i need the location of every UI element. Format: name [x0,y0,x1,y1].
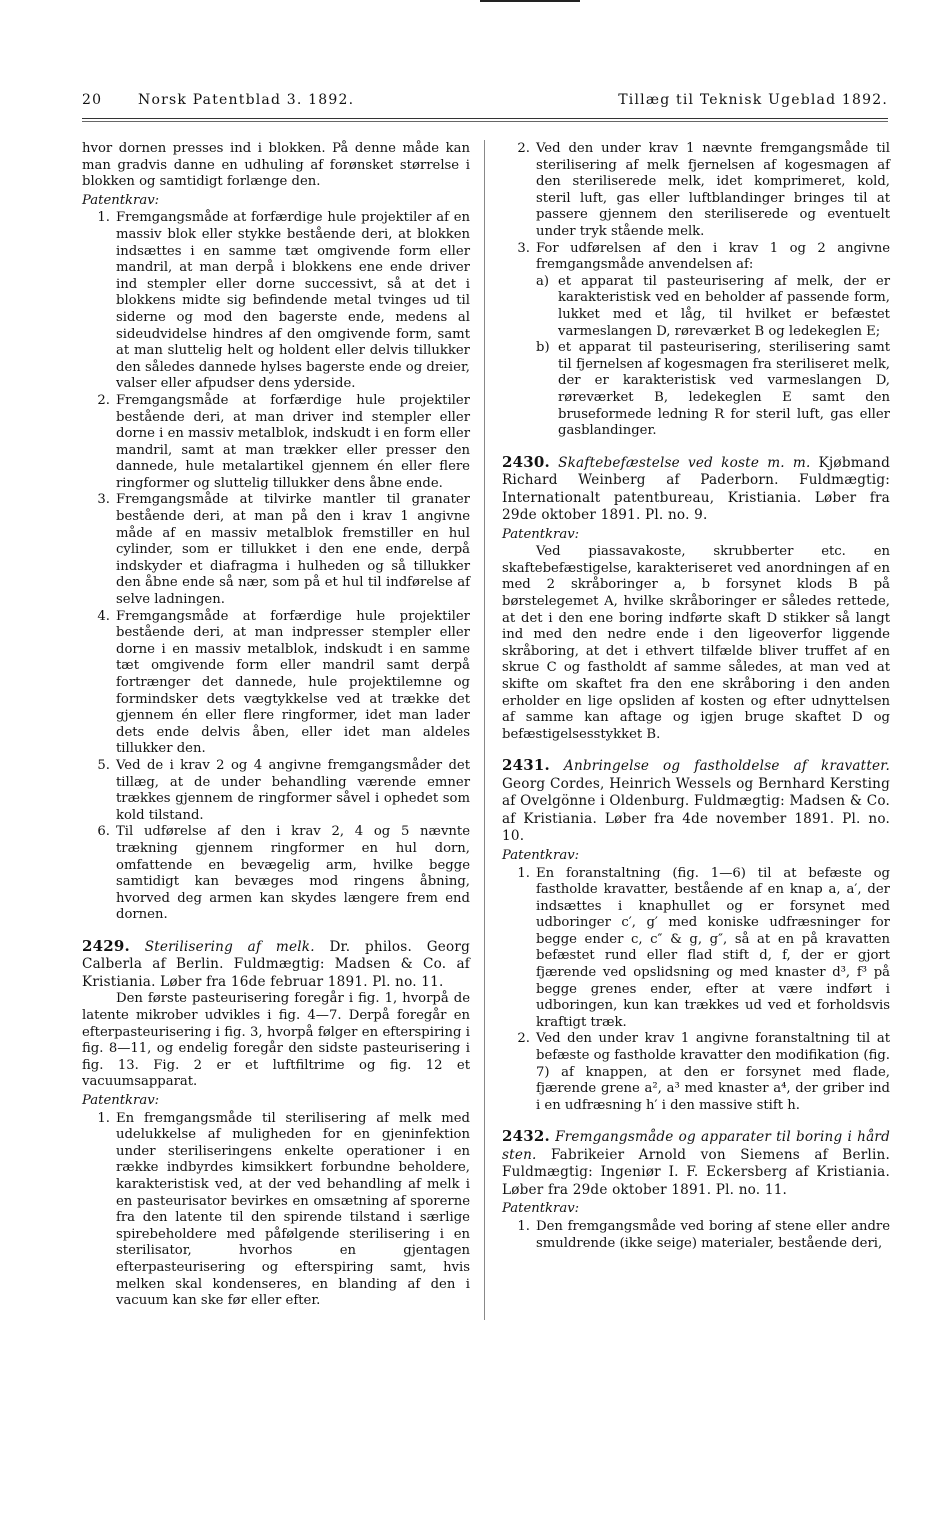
patentkrav-label: Patentkrav: [502,847,580,863]
entry-title: Sterilisering af melk. [144,938,315,955]
claim-number: 1. [97,210,110,226]
claim-text: Ved den under krav 1 angivne foranstaltning til at befæste og fastholde kravatter den modifikation (fig. 7) af knappen, at den er forsynet med flade, fjærende grene a², a³ med knaster a⁴, der griber ind i en udfræsning h′ i den massive stift h. [536,1031,890,1113]
claim-number: 2. [517,141,530,156]
right-column [502,141,890,1252]
claim-number: 2. [97,392,110,408]
claim-text: For udførelsen af den i krav 1 og 2 angivne fremgangsmåde anvendelsen af: [536,240,890,273]
entry-number: 2430. [502,452,550,471]
patentkrav-label: Patentkrav: [502,526,580,542]
claim-item [502,241,890,274]
patent-entry-2431 [502,757,890,846]
claim-item [502,1219,890,1252]
entry-text: Dr. philos. Georg Calberla af Berlin. Fuldmægtig: Madsen & Co. af Kristiania. Løber fra 16de februar 1891. Pl. no. 11. [82,938,470,990]
entry-body: Ved piassavakoste, skrubberter etc. en skaftebefæstigelse, karakteriseret ved anordningen af en med 2 skråboringer a, b forsynet klods B på børstelegemet A, hvilke skråboringer er således rettede, at det i den ene boring indførte skaft D stikker så langt ind med den nedre ende i den ligeoverfor liggende skråboring, at det i ethvert tilfælde bliver truffet af en skrue C og fastholdt af samme således, at man ved at skifte om skaftet fra den ene skråboring i den anden erholder en lige opsliden af kosten og efter udnyttelsen af samme kan aftage og igjen bruge skaftet D og befæstigelsesstykket B. [502,544,890,742]
patentkrav-label: Patentkrav: [82,1092,160,1108]
entry-text: Georg Cordes, Heinrich Wessels og Bernhard Kersting af Ovelgönne i Oldenburg. Fuldmægtig: Madsen & Co. af Kristiania. Løber fra 4de november 1891. Pl. no. 10. [502,775,890,845]
subclaim-item [536,274,890,340]
entry-title: Anbringelse og fastholdelse af kravatter. [563,758,890,775]
subclaim-text: et apparat til pasteurisering af melk, der er karakteristisk ved en beholder af passende form, lukket med et låg, til hvilket er befæstet varmeslangen D, røreværket B og ledekeglen E; [558,273,890,339]
top-edge-rule [480,0,580,2]
subclaim-item [536,340,890,440]
entry-description: Den første pasteurisering foregår i fig. 1, hvorpå de latente mikrober udvikles i fig. 4—7. Derpå foregår en efterpasteurisering i fig. 3, hvorpå følger en efterspiring i fig. 8—11, og endelig foregår den sidste pasteurisering i fig. 13. Fig. 2 er et luftfiltrime og fig. 12 et vacuumsapparat. [82,991,470,1090]
subclaim-letter: b) [536,340,550,356]
entry-text: Kjøbmand Richard Weinberg af Paderborn. Fuldmægtig: Internationalt patentbureau, Kristiania. Løber fra 29de oktober 1891. Pl. no. 9. [502,454,890,524]
claim-text: En foranstaltning (fig. 1—6) til at befæste og fastholde kravatter, bestående af en knap a, a′, der indsættes i knaphullet og er forsynet med udboringer c′, g′ med koniske udfræsninger for begge ender c, c″ & g, g″, så at en på kravatten befæstet rund eller flad stift d, f, der er gjort fjærende ved opslidsning og med knaster d³, f³ på begge grenes ender, efter at være indført i udboringen, kun kan trækkes ud ved et forholdsvis kraftigt træk. [536,865,890,1030]
entry-title: Skaftebefæstelse ved koste m. m. [558,454,811,471]
claim-item [82,609,470,758]
entry-title: Fremgangsmåde og apparater til boring i hård sten. [502,1129,890,1163]
patent-entry-2430 [502,454,890,525]
claim-text: Ved de i krav 2 og 4 angivne fremgangsmåder det tillæg, at de under behandling værende emner trækkes gjennem de ringformer såvel i ophedet som kold tilstand. [116,757,470,823]
column-separator [484,140,485,1320]
claim-number: 5. [97,757,110,773]
header-left-title: Norsk Patentblad 3. 1892. [138,92,355,108]
claim-number: 1. [97,1110,110,1126]
header-rule [82,118,888,119]
claim-text: Fremgangsmåde at tilvirke mantler til granater bestående deri, at man på den i krav 1 angivne måde af en massiv metalblok fremstiller en hul cylinder, som er tillukket i den ene ende, derpå indskyder et diafragma i hulheden og så tillukker den åbne ende så nær, som på et hul til indførelse af selve ladningen. [116,492,470,608]
claim-number: 1. [517,865,530,881]
claim-item [502,1031,890,1114]
claim-item [502,141,890,241]
claim-text: Den fremgangsmåde ved boring af stene eller andre smuldrende (ikke seige) materialer, bestående deri, [536,1219,890,1251]
claim-text: En fremgangsmåde til sterilisering af melk med udelukkelse af muligheden for en gjeninfektion under steriliseringens enkelte operationer i en række indbyrdes kimsikkert forbundne beholdere, karakteristisk ved, at der ved behandling af melk i en pasteurisator bevirkes en omsætning af sporerne fra den latente til den spirende tilstand i særlige spirebeholdere med påfølgende sterilisering i en sterilisator, hvorhos en gjentagen efterpasteurisering og efterspiring samt, hvis melken skal kondenseres, en blanding af den i vacuum kan ske før eller efter. [116,1110,470,1309]
claim-number: 2. [517,1031,530,1047]
entry-number: 2431. [502,756,550,775]
claim-item [82,393,470,493]
entry-text: Fabrikeier Arnold von Siemens af Berlin. Fuldmægtig: Ingeniør I. F. Eckersberg af Kristiania. Løber fra 29de oktober 1891. Pl. no. 11. [502,1146,890,1198]
patent-entry-2429 [82,938,470,992]
subclaim-letter: a) [536,273,550,289]
claim-text: Til udførelse af den i krav 2, 4 og 5 nævnte trækning gjennem ringformer en hul dorn, omfattende en bevægelig arm, hvilke begge samtidigt kan bevæges mod ringens åbning, hvorved deg armen kan skydes længere frem end dornen. [116,824,470,923]
patentkrav-label: Patentkrav: [502,1201,580,1217]
page-number: 20 [82,92,103,108]
claim-number: 3. [97,492,110,508]
claim-item [82,492,470,608]
page-header [82,92,888,112]
claim-item [82,824,470,924]
claim-number: 6. [97,824,110,840]
claim-item [82,210,470,393]
claim-text: Ved den under krav 1 nævnte fremgangsmåde til sterilisering af melk fjernelsen af kogesmagen af den steriliserede melk, idet komprimeret, kold, steril luft, gas eller luftblandinger bringes til at passere gjennem den steriliserede og eventuelt under tryk stående melk. [536,141,890,239]
patent-entry-2432 [502,1128,890,1199]
subclaim-text: et apparat til pasteurisering, sterilisering samt til fjernelsen af kogesmagen fra steriliseret melk, der er karakteristisk ved varmeslangen D, røreværket B, ledekeglen E samt den bruseformede ledning R for steril luft, gas eller gasblandinger. [558,340,890,439]
claim-text: Fremgangsmåde at forfærdige hule projektiler bestående deri, at man driver ind stempler eller dorne i en massiv metalblok, indskudt i en form eller mandril, samt at man trækker eller presser den dannede, hule metalartikel gjennem én eller flere ringformer og sluttelig tillukker dens åbne ende. [116,392,470,491]
header-right-title: Tillæg til Teknisk Ugeblad 1892. [618,92,888,108]
intro-paragraph: hvor dornen presses ind i blokken. På denne måde kan man gradvis danne en udhuling af forønsket størrelse i blokken og samtidigt forlænge den. [82,141,470,190]
patentkrav-label: Patentkrav: [82,192,160,208]
claim-text: Fremgangsmåde at forfærdige hule projektiler bestående deri, at man indpresser stempler eller dorne i en massiv metalblok, indskudt i en samme tæt omgivende form eller mandril samt derpå fortrænger det dannede, hule projektilemne og formindsker dets vægtykkelse ved at trække det gjennem én eller flere ringformer, idet man lader dets ende delvis åben, eller idet man aldeles tillukker den. [116,608,470,757]
claim-text: Fremgangsmåde at forfærdige hule projektiler af en massiv blok eller stykke bestående deri, at blokken indsættes i en samme tæt omgivende form eller mandril, at man derpå i blokkens ene ende driver ind stempler eller dorne successivt, så at det i blokkens midte sig befindende metal tvinges ud til siderne og mod den bagerste ende, medens al sideudvidelse hindres af den omgivende form, samt at man sluttelig helt og holdent eller delvis tillukker den således dannede hylses bagerste ende og dreier, valser eller afpudser dens yderside. [116,210,470,392]
header-rule-secondary [82,121,888,122]
claim-item [502,866,890,1032]
claim-number: 3. [517,240,530,256]
entry-number: 2432. [502,1127,550,1146]
claim-item [82,1111,470,1310]
claim-item [82,758,470,824]
entry-number: 2429. [82,936,130,955]
left-column [82,141,470,1310]
claim-number: 1. [517,1219,530,1234]
claim-number: 4. [97,608,110,624]
